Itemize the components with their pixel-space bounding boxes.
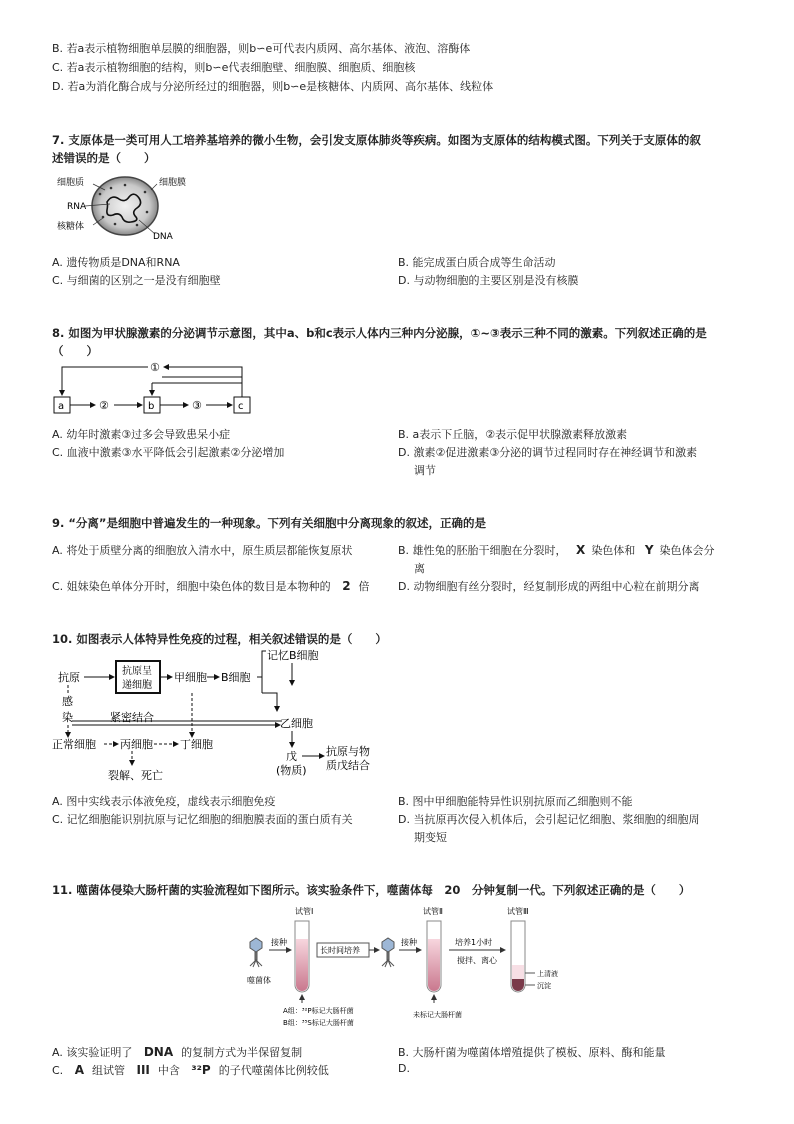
q8-option-d-line2: 调节 — [414, 464, 436, 477]
q7-stem-line2: 述错误的是（ ） — [52, 151, 156, 165]
q11-option-b: B. 大肠杆菌为噬菌体增殖提供了模板、原料、酶和能量 — [398, 1046, 666, 1059]
q6-option-c: C. 若a表示植物细胞的结构，则b∽e代表细胞壁、细胞膜、细胞质、细胞核 — [52, 61, 416, 74]
label-apc-1: 抗原呈 — [122, 666, 152, 677]
label-tube-3: 试管Ⅲ — [507, 907, 529, 916]
q8-option-c: C. 血液中激素③水平降低会引起激素②分泌增加 — [52, 446, 285, 459]
q11-c-text1: C. — [52, 1064, 64, 1077]
q10-option-d-line2: 期变短 — [414, 831, 447, 844]
q11-stem: 11. 噬菌体侵染大肠杆菌的实验流程如下图所示。该实验条件下，噬菌体每 20 分钟复制一代。下列叙述正确的是（ ） — [52, 883, 691, 897]
phage-experiment-diagram — [235, 905, 580, 1033]
q11-c-group: A — [74, 1063, 84, 1077]
label-tight-binding: 紧密结合 — [110, 711, 154, 724]
thyroid-regulation-diagram — [52, 355, 262, 417]
label-group-a: A组：³²P标记大肠杆菌 — [283, 1007, 354, 1015]
label-cell-jia: 甲细胞 — [174, 671, 207, 684]
label-b-cell: B细胞 — [221, 671, 251, 684]
q10-option-c: C. 记忆细胞能识别抗原与记忆细胞的细胞膜表面的蛋白质有关 — [52, 813, 353, 826]
q7-option-d: D. 与动物细胞的主要区别是没有核膜 — [398, 274, 579, 287]
label-memory-b-cell: 记忆B细胞 — [267, 649, 319, 662]
q7-stem-line1: 7. 支原体是一类可用人工培养基培养的微小生物，会引发支原体肺炎等疾病。如图为支原体的结构模式图。下列关于支原体的叙 — [52, 133, 701, 147]
label-cytoplasm: 细胞质 — [57, 178, 85, 188]
q9-c-text1: C. 姐妹染色单体分开时，细胞中染色体的数目是本物种的 — [52, 580, 331, 593]
q9-option-d: D. 动物细胞有丝分裂时，经复制形成的两组中心粒在前期分离 — [398, 580, 700, 593]
q11-a-text1: A. 该实验证明了 — [52, 1046, 133, 1059]
hormone-1: ① — [150, 361, 160, 374]
q10-option-b: B. 图中甲细胞能特异性识别抗原而乙细胞则不能 — [398, 795, 633, 808]
label-infection-1: 感 — [62, 695, 73, 708]
label-long-culture: 长时间培养 — [320, 946, 360, 955]
q11-c-text4: 的子代噬菌体比例较低 — [218, 1064, 329, 1077]
label-apc-2: 递细胞 — [122, 680, 152, 691]
q7-option-b: B. 能完成蛋白质合成等生命活动 — [398, 256, 556, 269]
q9-option-b-line2: 离 — [414, 562, 425, 575]
label-lysis-death: 裂解、死亡 — [108, 769, 163, 782]
q7-option-a: A. 遗传物质是DNA和RNA — [52, 256, 180, 269]
q7-option-c: C. 与细菌的区别之一是没有细胞壁 — [52, 274, 221, 287]
q9-option-a: A. 将处于质壁分离的细胞放入清水中，原生质层都能恢复原状 — [52, 544, 353, 557]
label-inoculate-1: 接种 — [271, 938, 287, 947]
q8-stem-line1: 8. 如图为甲状腺激素的分泌调节示意图，其中a、b和c表示人体内三种内分泌腺，①~③表示三种不同的激素。下列叙述正确的是 — [52, 326, 707, 340]
q6-option-d: D. 若a为消化酶合成与分泌所经过的细胞器，则b∽e是核糖体、内质网、高尔基体、线粒体 — [52, 80, 494, 93]
q11-c-tube: III — [136, 1063, 150, 1077]
label-supernatant: 上清液 — [537, 970, 558, 978]
q9-stem: 9. “分离”是细胞中普遍发生的一种现象。下列有关细胞中分离现象的叙述，正确的是 — [52, 516, 486, 530]
label-infection-2: 染 — [62, 711, 73, 724]
label-ribosome: 核糖体 — [57, 222, 85, 232]
label-cell-bing: 丙细胞 — [120, 738, 153, 751]
label-phage: 噬菌体 — [247, 976, 271, 985]
q11-a-dna: DNA — [143, 1045, 174, 1059]
label-unlabeled-ecoli: 未标记大肠杆菌 — [413, 1011, 462, 1019]
label-rna: RNA — [67, 202, 87, 212]
label-dna: DNA — [153, 232, 173, 242]
q11-a-text2: 的复制方式为半保留复制 — [181, 1046, 303, 1059]
q9-b-text3: 染色体会分 — [659, 544, 715, 557]
q10-option-d-line1: D. 当抗原再次侵入机体后，会引起记忆细胞、浆细胞的细胞周 — [398, 813, 700, 826]
label-group-b: B组：³⁵S标记大肠杆菌 — [283, 1019, 354, 1027]
q9-c-text2: 倍 — [358, 580, 370, 593]
hormone-2: ② — [99, 399, 109, 412]
q9-b-text2: 染色体和 — [591, 544, 636, 557]
q8-option-a: A. 幼年时激素③过多会导致患呆小症 — [52, 428, 231, 441]
q8-option-b: B. a表示下丘脑，②表示促甲状腺激素释放激素 — [398, 428, 628, 441]
label-substance: (物质) — [276, 764, 307, 777]
label-cell-membrane: 细胞膜 — [159, 178, 187, 188]
label-culture-1h: 培养1小时 — [455, 938, 493, 947]
q8-stem-line2: （ ） — [52, 344, 98, 358]
q11-option-d: D. — [398, 1062, 410, 1075]
immune-process-diagram — [52, 645, 392, 785]
phage-icon-1 — [250, 938, 262, 967]
q11-option-c — [52, 1062, 329, 1078]
label-substance-wu: 戊 — [286, 750, 297, 763]
q9-option-b-line1 — [398, 542, 715, 558]
gland-a: a — [58, 401, 65, 412]
label-normal-cell: 正常细胞 — [52, 738, 96, 751]
q9-b-text1: B. 雄性兔的胚胎干细胞在分裂时， — [398, 544, 567, 557]
q10-option-a: A. 图中实线表示体液免疫，虚线表示细胞免疫 — [52, 795, 276, 808]
q6-option-b: B. 若a表示植物细胞单层膜的细胞器，则b∽e可代表内质网、高尔基体、液泡、溶酶体 — [52, 42, 471, 55]
label-pellet: 沉淀 — [537, 982, 551, 990]
label-tube-1: 试管Ⅰ — [295, 907, 314, 916]
label-tube-2: 试管Ⅱ — [423, 907, 443, 916]
q9-c-num: 2 — [342, 579, 351, 593]
gland-c: c — [238, 401, 244, 412]
label-binding-1: 抗原与物 — [326, 745, 370, 758]
label-inoculate-2: 接种 — [401, 938, 417, 947]
label-stir-centrifuge: 搅拌、离心 — [457, 956, 497, 965]
q9-b-y: Y — [644, 543, 654, 557]
label-antigen: 抗原 — [58, 671, 80, 684]
q8-option-d-line1: D. 激素②促进激素③分泌的调节过程同时存在神经调节和激素 — [398, 446, 698, 459]
q11-c-isotope: ³²P — [191, 1063, 211, 1077]
phage-icon-2 — [382, 938, 394, 967]
q9-b-x: X — [576, 543, 586, 557]
q11-c-text3: 中含 — [157, 1064, 180, 1077]
q11-c-text2: 组试管 — [91, 1064, 125, 1077]
label-binding-2: 质戊结合 — [326, 759, 370, 772]
label-cell-ding: 丁细胞 — [180, 738, 213, 751]
label-cell-yi: 乙细胞 — [280, 717, 313, 730]
gland-b: b — [148, 401, 155, 412]
mycoplasma-diagram — [55, 172, 205, 242]
q11-option-a — [52, 1044, 302, 1060]
q10-stem: 10. 如图表示人体特异性免疫的过程，相关叙述错误的是（ ） — [52, 632, 387, 646]
hormone-3: ③ — [192, 399, 202, 412]
q9-option-c — [52, 578, 370, 594]
